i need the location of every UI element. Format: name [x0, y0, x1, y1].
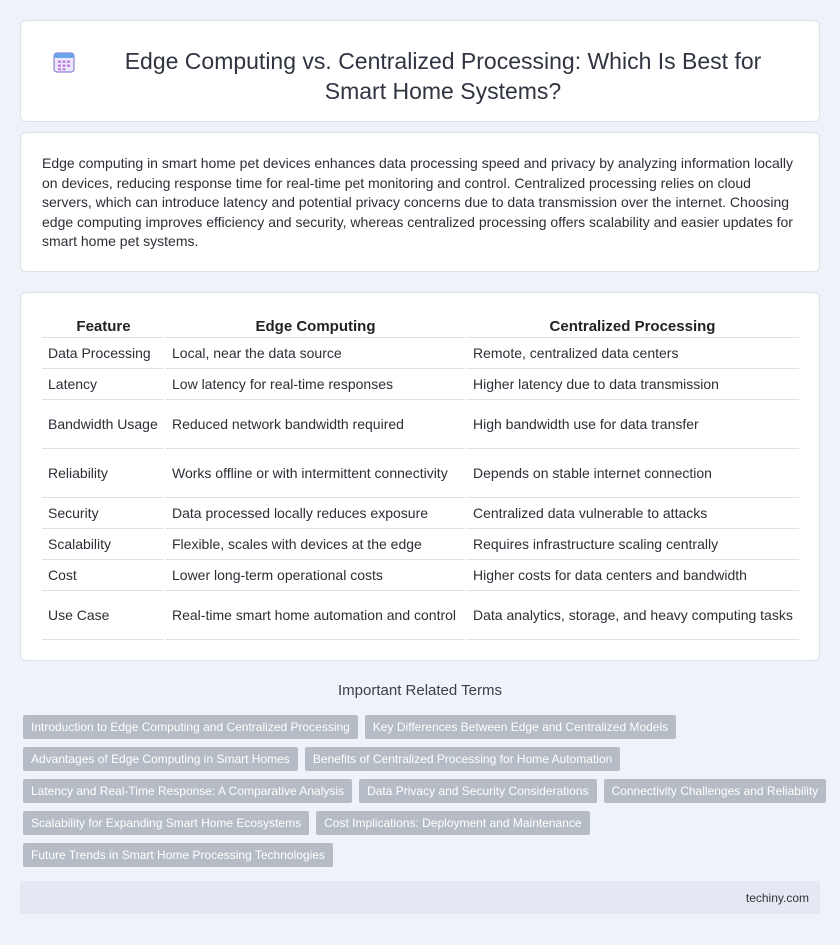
table-row: [42, 400, 799, 449]
related-term-tag[interactable]: Connectivity Challenges and Reliability: [604, 779, 827, 803]
related-term-tag[interactable]: Data Privacy and Security Considerations: [359, 779, 596, 803]
edge-cell: Low latency for real-time responses: [165, 369, 466, 400]
edge-cell: Lower long-term operational costs: [165, 560, 466, 591]
table-row: [42, 529, 799, 560]
feature-cell: Scalability: [42, 529, 165, 560]
title-card: [20, 20, 820, 122]
related-term-tag[interactable]: Latency and Real-Time Response: A Comparative Analysis: [23, 779, 352, 803]
tag-row: [23, 715, 823, 739]
centralized-cell: High bandwidth use for data transfer: [466, 400, 799, 449]
related-term-tag[interactable]: Cost Implications: Deployment and Maintenance: [316, 811, 589, 835]
summary-text: Edge computing in smart home pet devices enhances data processing speed and privacy by analyzing information locally on devices, reducing response time for real-time pet monitoring and control. Centralized processing relies on cloud servers, which can introduce latency and potential privacy concerns due to data transmission over the internet. Choosing edge computing improves efficiency and security, whereas centralized processing offers scalability and easier updates for smart home pet systems.: [42, 155, 793, 249]
calendar-grid-icon: [52, 50, 76, 74]
edge-cell: Flexible, scales with devices at the edge: [165, 529, 466, 560]
comparison-table-card: [20, 292, 820, 661]
related-term-tag[interactable]: Key Differences Between Edge and Centralized Models: [365, 715, 676, 739]
feature-cell: Use Case: [42, 591, 165, 640]
centralized-cell: Higher costs for data centers and bandwidth: [466, 560, 799, 591]
related-term-tag[interactable]: Advantages of Edge Computing in Smart Homes: [23, 747, 298, 771]
related-term-tag[interactable]: Future Trends in Smart Home Processing Technologies: [23, 843, 333, 867]
page-title: Edge Computing vs. Centralized Processing: Which Is Best for Smart Home Systems?: [124, 48, 762, 104]
centralized-cell: Requires infrastructure scaling centrally: [466, 529, 799, 560]
tag-row: [23, 779, 823, 803]
related-term-tag[interactable]: Benefits of Centralized Processing for Home Automation: [305, 747, 620, 771]
related-term-tag[interactable]: Introduction to Edge Computing and Centralized Processing: [23, 715, 358, 739]
tag-row: [23, 811, 823, 835]
summary-card: [20, 132, 820, 272]
centralized-cell: Data analytics, storage, and heavy computing tasks: [466, 591, 799, 640]
feature-cell: Latency: [42, 369, 165, 400]
table-row: [42, 338, 799, 369]
related-terms-list: [23, 715, 823, 875]
feature-cell: Bandwidth Usage: [42, 400, 165, 449]
tag-row: [23, 747, 823, 771]
table-row: [42, 498, 799, 529]
table-row: [42, 369, 799, 400]
table-row: [42, 560, 799, 591]
centralized-cell: Higher latency due to data transmission: [466, 369, 799, 400]
edge-cell: Real-time smart home automation and control: [165, 591, 466, 640]
edge-cell: Local, near the data source: [165, 338, 466, 369]
table-row: [42, 449, 799, 498]
footer-site-link[interactable]: techiny.com: [745, 891, 809, 905]
edge-cell: Data processed locally reduces exposure: [165, 498, 466, 529]
feature-cell: Cost: [42, 560, 165, 591]
edge-cell: Works offline or with intermittent connectivity: [165, 449, 466, 498]
header-centralized-processing: Centralized Processing: [549, 318, 716, 335]
table-row: [42, 591, 799, 640]
related-term-tag[interactable]: Scalability for Expanding Smart Home Ecosystems: [23, 811, 309, 835]
feature-cell: Data Processing: [42, 338, 165, 369]
centralized-cell: Remote, centralized data centers: [466, 338, 799, 369]
feature-cell: Security: [42, 498, 165, 529]
table-header-row: [42, 315, 799, 338]
comparison-table: [42, 315, 799, 640]
centralized-cell: Depends on stable internet connection: [466, 449, 799, 498]
footer: [20, 881, 820, 914]
header-feature: Feature: [76, 318, 131, 335]
related-terms-heading: Important Related Terms: [338, 682, 502, 699]
header-edge-computing: Edge Computing: [255, 318, 376, 335]
tag-row: [23, 843, 823, 867]
feature-cell: Reliability: [42, 449, 165, 498]
edge-cell: Reduced network bandwidth required: [165, 400, 466, 449]
centralized-cell: Centralized data vulnerable to attacks: [466, 498, 799, 529]
